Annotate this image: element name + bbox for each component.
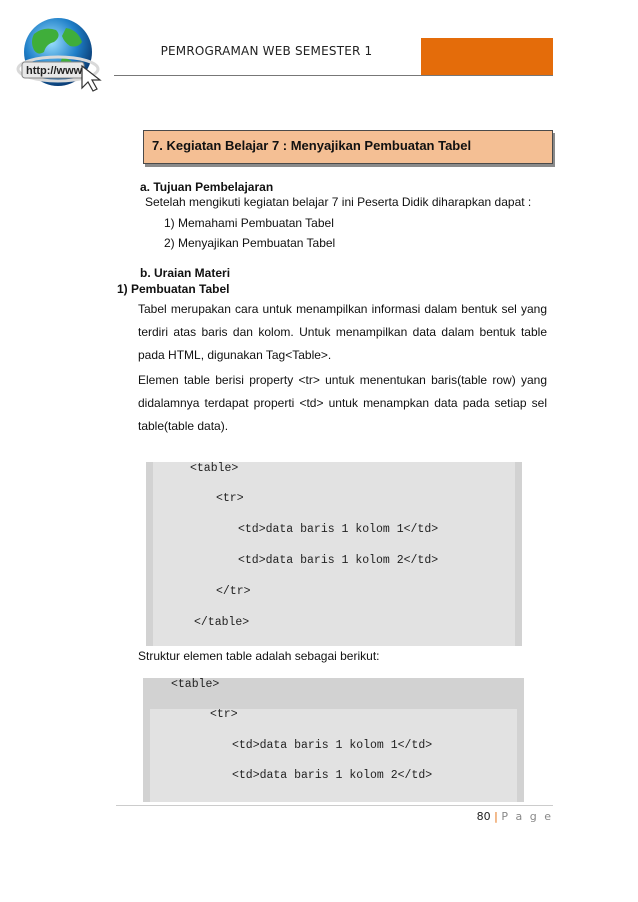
page-number: 80 bbox=[476, 810, 491, 823]
code-row bbox=[153, 586, 515, 618]
page-footer bbox=[470, 810, 553, 823]
subsection-heading: 1) Pembuatan Tabel bbox=[117, 282, 230, 296]
header-accent-bar bbox=[421, 38, 553, 75]
section-title: 7. Kegiatan Belajar 7 : Menyajikan Pembuatan Tabel bbox=[152, 138, 472, 153]
code-line: </tr> bbox=[216, 585, 251, 598]
list-item: 2) Menyajikan Pembuatan Tabel bbox=[164, 236, 336, 250]
code-line: <tr> bbox=[216, 492, 244, 505]
footer-separator: | bbox=[494, 810, 498, 823]
header-title: PEMROGRAMAN WEB SEMESTER 1 bbox=[160, 44, 373, 58]
structure-caption: Struktur elemen table adalah sebagai berikut: bbox=[138, 649, 380, 663]
code-line: <td>data baris 1 kolom 1</td> bbox=[238, 523, 439, 536]
footer-divider bbox=[116, 805, 553, 806]
list-item: 1) Memahami Pembuatan Tabel bbox=[164, 216, 334, 230]
code-line: <tr> bbox=[210, 708, 238, 721]
code-row bbox=[150, 709, 517, 741]
page-label: P a g e bbox=[501, 810, 553, 823]
code-line: <table> bbox=[171, 678, 220, 691]
tujuan-intro: Setelah mengikuti kegiatan belajar 7 ini Peserta Didik diharapkan dapat : bbox=[145, 195, 532, 209]
uraian-heading: b. Uraian Materi bbox=[140, 266, 231, 280]
code-line: <td>data baris 1 kolom 2</td> bbox=[232, 769, 433, 782]
paragraph-2: Elemen table berisi property <tr> untuk menentukan baris(table row) yang didalamnya terdapat properti <td> untuk menampkan data pada setiap sel table(table data). bbox=[138, 373, 547, 433]
header-divider bbox=[114, 75, 553, 76]
code-block-2 bbox=[143, 678, 524, 802]
code-line: <td>data baris 1 kolom 2</td> bbox=[238, 554, 439, 567]
code-line: <table> bbox=[190, 462, 239, 475]
tujuan-heading: a. Tujuan Pembelajaran bbox=[140, 180, 274, 194]
code-row bbox=[153, 493, 515, 525]
code-line: </table> bbox=[194, 616, 250, 629]
svg-text:http://www: http://www bbox=[26, 65, 83, 77]
code-line: <td>data baris 1 kolom 1</td> bbox=[232, 739, 433, 752]
code-block-1 bbox=[146, 462, 522, 646]
paragraph-1: Tabel merupakan cara untuk menampilkan informasi dalam bentuk sel yang terdiri atas baris dan kolom. Untuk menampilkan data dalam bentuk table pada HTML, digunakan Tag<Table>. bbox=[138, 302, 547, 362]
